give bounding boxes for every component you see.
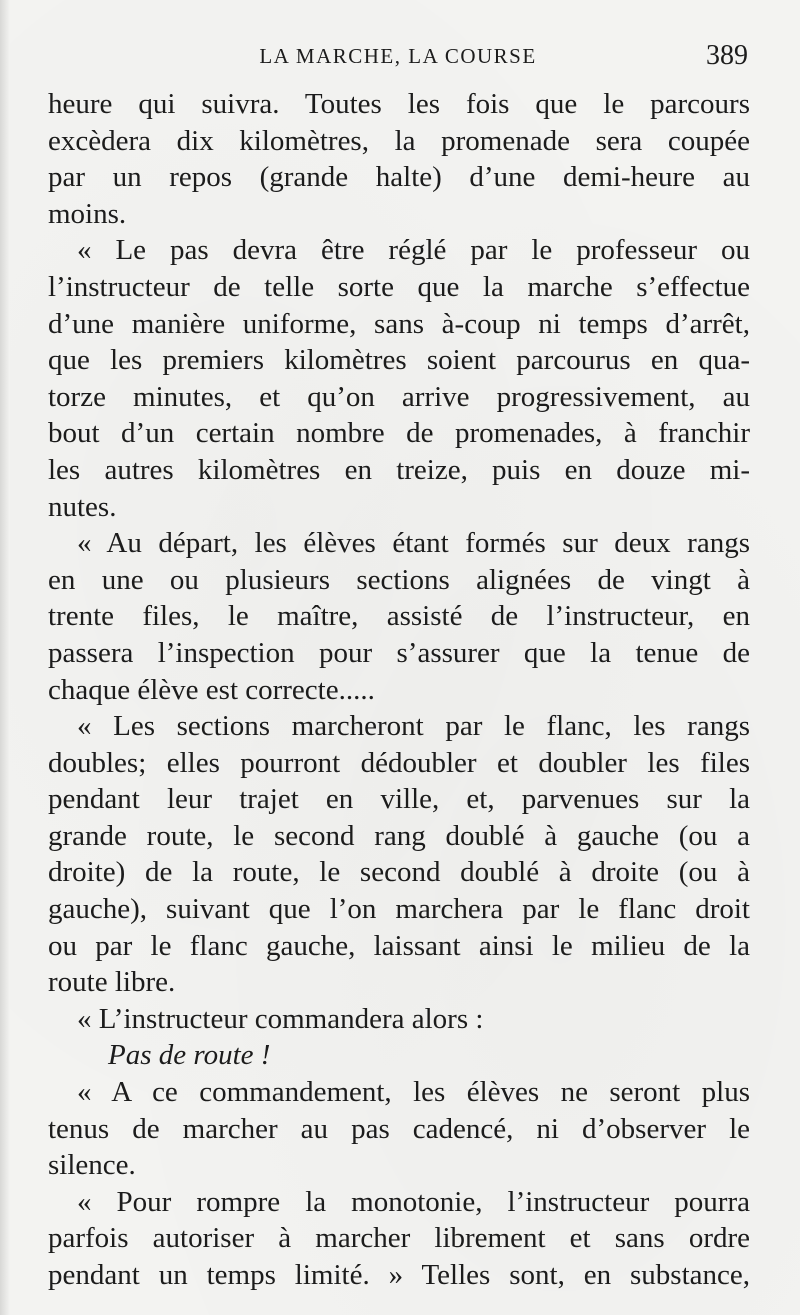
text-line: torze minutes, et qu’on arrive progressivement, au (48, 380, 750, 413)
text-line: « L’instructeur commandera alors : (77, 1002, 484, 1035)
text-line: excèdera dix kilomètres, la promenade sera coupée (48, 124, 750, 157)
text-line: que les premiers kilomètres soient parcourus en qua- (48, 344, 750, 377)
text-line: « Les sections marcheront par le flanc, les rangs (77, 710, 750, 743)
text-line: pendant leur trajet en ville, et, parvenues sur la (48, 783, 750, 816)
running-header (48, 40, 748, 74)
text-line: bout d’un certain nombre de promenades, à franchir (48, 417, 750, 450)
text-line: passera l’inspection pour s’assurer que la tenue de (48, 636, 750, 669)
text-line: tenus de marcher au pas cadencé, ni d’observer le (48, 1112, 750, 1145)
text-line: silence. (48, 1149, 136, 1182)
text-line: ou par le flanc gauche, laissant ainsi le milieu de la (48, 929, 750, 962)
text-line: doubles; elles pourront dédoubler et doubler les files (48, 746, 750, 779)
text-line: pendant un temps limité. » Telles sont, en substance, (48, 1259, 750, 1291)
running-title: LA MARCHE, LA COURSE (259, 44, 537, 68)
text-line: d’une manière uniforme, sans à-coup ni temps d’arrêt, (48, 307, 750, 340)
text-line: droite) de la route, le second doublé à droite (ou à (48, 856, 750, 889)
text-line: trente files, le maître, assisté de l’instructeur, en (48, 600, 750, 633)
text-line: « Pour rompre la monotonie, l’instructeur pourra (77, 1185, 750, 1218)
text-line: les autres kilomètres en treize, puis en douze mi- (48, 453, 750, 486)
text-line: chaque élève est correcte..... (48, 673, 375, 706)
text-line: heure qui suivra. Toutes les fois que le parcours (48, 88, 750, 120)
page-number: 389 (706, 40, 748, 71)
text-line: « A ce commandement, les élèves ne seront plus (77, 1076, 750, 1109)
page-gutter-shadow (0, 0, 10, 1315)
command-line: Pas de route ! (108, 1039, 271, 1072)
text-line: grande route, le second rang doublé à gauche (ou a (48, 819, 750, 852)
text-line: « Au départ, les élèves étant formés sur deux rangs (77, 527, 750, 560)
text-line: par un repos (grande halte) d’une demi-heure au (48, 161, 750, 194)
text-line: « Le pas devra être réglé par le professeur ou (77, 234, 750, 267)
text-line: gauche), suivant que l’on marchera par le flanc droit (48, 893, 750, 926)
text-line: route libre. (48, 966, 176, 999)
text-line: parfois autoriser à marcher librement et sans ordre (48, 1222, 750, 1255)
text-line: en une ou plusieurs sections alignées de vingt à (48, 563, 750, 596)
text-line: l’instructeur de telle sorte que la marche s’effectue (48, 270, 750, 303)
body-text (48, 86, 750, 1294)
text-line: moins. (48, 197, 127, 230)
text-line: nutes. (48, 490, 117, 523)
